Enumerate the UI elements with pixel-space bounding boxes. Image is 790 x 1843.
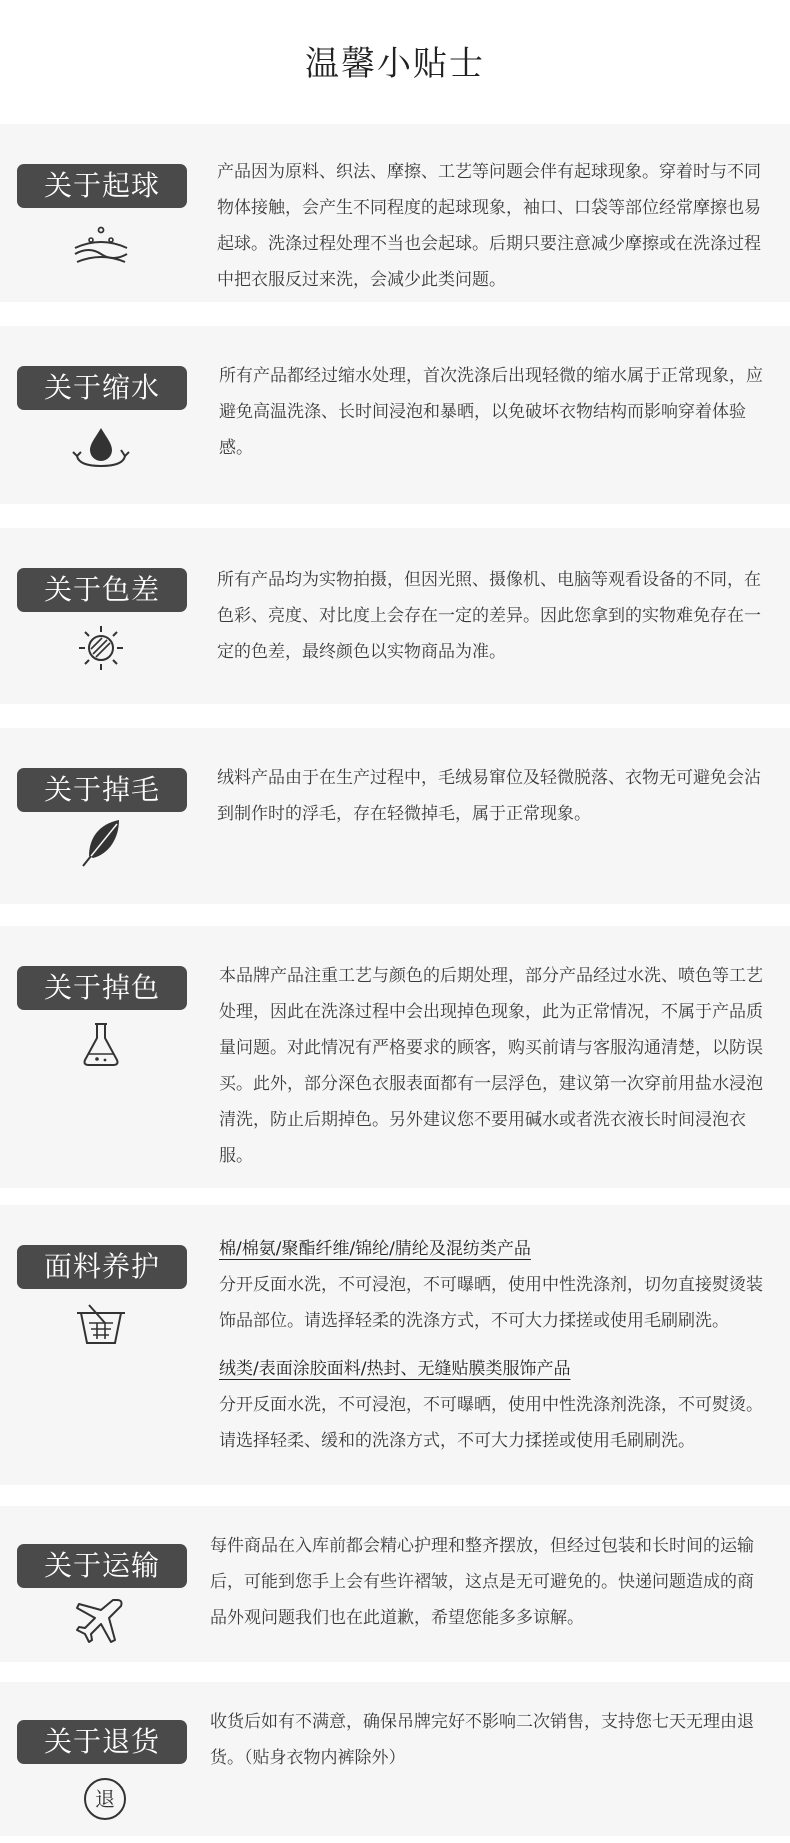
care-text: 分开反面水洗，不可浸泡，不可曝晒，使用中性洗涤剂，切勿直接熨烫装饰品部位。请选择轻柔的洗涤方式，不可大力揉搓或使用毛刷刷洗。 bbox=[219, 1275, 763, 1331]
section-returns bbox=[0, 1682, 790, 1836]
section-label: 面料养护 bbox=[17, 1245, 187, 1289]
section-text: 所有产品都经过缩水处理，首次洗涤后出现轻微的缩水属于正常现象，应避免高温洗涤、长时间浸泡和暴晒，以免破坏衣物结构而影响穿着体验感。 bbox=[219, 366, 763, 458]
section-text: 本品牌产品注重工艺与颜色的后期处理，部分产品经过水洗、喷色等工艺处理，因此在洗涤过程中会出现掉色现象，此为正常情况，不属于产品质量问题。对此情况有严格要求的顾客，购买前请与客服沟通清楚，以防误买。此外，部分深色衣服表面都有一层浮色，建议第一次穿前用盐水浸泡清洗，防止后期掉色。另外建议您不要用碱水或者洗衣液长时间浸泡衣服。 bbox=[219, 966, 763, 1166]
section-text: 收货后如有不满意，确保吊牌完好不影响二次销售，支持您七天无理由退货。（贴身衣物内裤除外） bbox=[210, 1712, 754, 1768]
return-icon-text: 退 bbox=[95, 1787, 115, 1811]
flask-icon bbox=[69, 1020, 133, 1070]
feather-icon bbox=[69, 818, 133, 868]
section-fabric-care bbox=[0, 1205, 790, 1485]
section-shrinkage bbox=[0, 326, 790, 504]
care-block bbox=[219, 1231, 767, 1339]
care-heading: 绒类/表面涂胶面料/热封、无缝贴膜类服饰产品 bbox=[219, 1359, 571, 1379]
section-label: 关于缩水 bbox=[17, 366, 187, 410]
section-shipping bbox=[0, 1506, 790, 1662]
section-label: 关于起球 bbox=[17, 164, 187, 208]
section-text: 每件商品在入库前都会精心护理和整齐摆放，但经过包装和长时间的运输后，可能到您手上会有些许褶皱，这点是无可避免的。快递问题造成的商品外观问题我们也在此道歉，希望您能多多谅解。 bbox=[210, 1536, 754, 1628]
pilling-icon bbox=[69, 220, 133, 270]
section-text: 所有产品均为实物拍摄，但因光照、摄像机、电脑等观看设备的不同，在色彩、亮度、对比度上会存在一定的差异。因此您拿到的实物难免存在一定的色差，最终颜色以实物商品为准。 bbox=[217, 570, 761, 662]
section-label: 关于掉毛 bbox=[17, 768, 187, 812]
section-fading bbox=[0, 926, 790, 1188]
care-block bbox=[219, 1351, 767, 1459]
section-shedding bbox=[0, 728, 790, 904]
section-label: 关于掉色 bbox=[17, 966, 187, 1010]
sun-icon bbox=[69, 623, 133, 673]
section-text bbox=[219, 1231, 767, 1459]
page-title: 温馨小贴士 bbox=[305, 44, 485, 84]
section-text: 产品因为原料、织法、摩擦、工艺等问题会伴有起球现象。穿着时与不同物体接触，会产生不同程度的起球现象，袖口、口袋等部位经常摩擦也易起球。洗涤过程处理不当也会起球。后期只要注意减少摩擦或在洗涤过程中把衣服反过来洗，会减少此类问题。 bbox=[217, 162, 761, 290]
section-label: 关于色差 bbox=[17, 568, 187, 612]
care-text: 分开反面水洗，不可浸泡，不可曝晒，使用中性洗涤剂洗涤，不可熨烫。请选择轻柔、缓和的洗涤方式，不可大力揉搓或使用毛刷刷洗。 bbox=[219, 1395, 763, 1451]
care-heading: 棉/棉氨/聚酯纤维/锦纶/腈纶及混纺类产品 bbox=[219, 1239, 531, 1259]
water-drop-icon bbox=[69, 422, 133, 472]
section-label: 关于退货 bbox=[17, 1720, 187, 1764]
return-icon bbox=[84, 1778, 126, 1820]
wash-basin-icon bbox=[69, 1299, 133, 1349]
section-color-difference bbox=[0, 528, 790, 704]
airplane-icon bbox=[69, 1596, 133, 1646]
section-pilling bbox=[0, 124, 790, 302]
section-text: 绒料产品由于在生产过程中，毛绒易窜位及轻微脱落、衣物无可避免会沾到制作时的浮毛，存在轻微掉毛，属于正常现象。 bbox=[217, 768, 761, 824]
section-label: 关于运输 bbox=[17, 1544, 187, 1588]
